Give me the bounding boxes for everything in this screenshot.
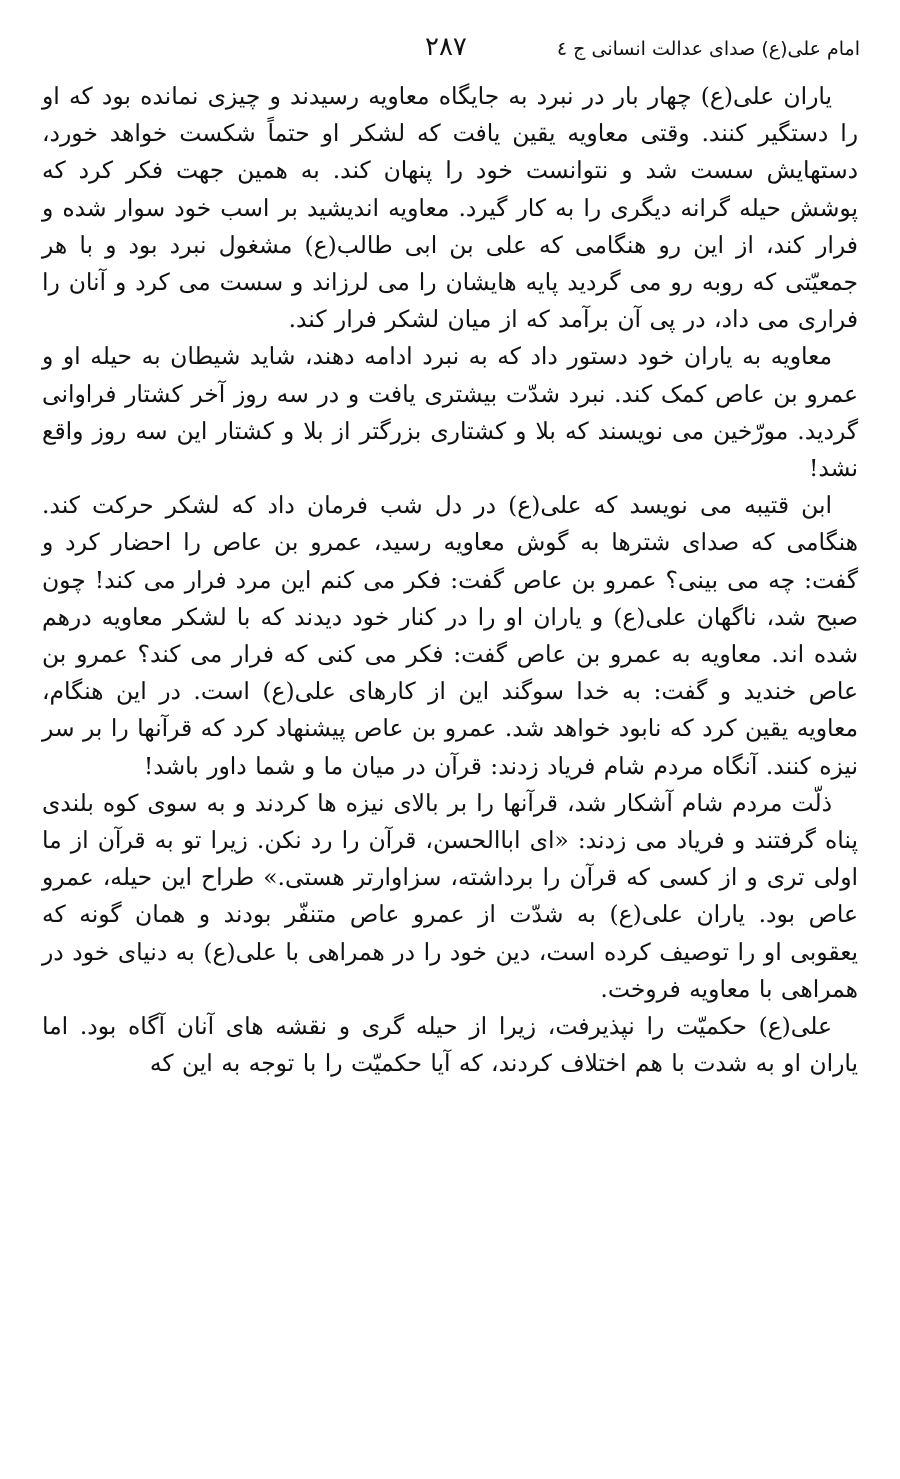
- paragraph-4: ذلّت مردم شام آشکار شد، قرآنها را بر بالای نیزه ها کردند و به سوی کوه بلندی پناه گرفتند و فریاد می زدند: «ای اباالحسن، قرآن را رد نکن. زیرا تو به قرآن از ما اولی تری و از کسی که قرآن را برداشته، سزاوارتر هستی.» طراح این حیله، عمرو عاص بود. یاران علی(ع) به شدّت از عمرو عاص متنفّر بودند و همان گونه که یعقوبی او را توصیف کرده است، دین خود را در همراهی با علی(ع) به دنیای خود در همراهی با معاویه فروخت.: [42, 788, 858, 1003]
- paragraph-3: ابن قتیبه می نویسد که علی(ع) در دل شب فرمان داد که لشکر حرکت کند. هنگامی که صدای شترها به گوش معاویه رسید، عمرو بن عاص را احضار کرد و گفت: چه می بینی؟ عمرو بن عاص گفت: فکر می کنم این مرد فرار می کند! چون صبح شد، ناگهان علی(ع) و یاران او را در کنار خود دیدند که با لشکر معاویه درهم شده اند. معاویه به عمرو بن عاص گفت: فکر می کنی که فرار می کند؟ عمرو بن عاص خندید و گفت: به خدا سوگند این از کارهای علی(ع) است. در این هنگام، معاویه یقین کرد که نابود خواهد شد. عمرو بن عاص پیشنهاد کرد که قرآنها را بر سر نیزه کنند. آنگاه مردم شام فریاد زدند: قرآن در میان ما و شما داور باشد!: [42, 491, 858, 780]
- running-title: امام علی(ع) صدای عدالت انسانی ج ٤: [556, 38, 860, 60]
- paragraph-5: علی(ع) حکمیّت را نپذیرفت، زیرا از حیله گری و نقشه های آنان آگاه بود. اما یاران او به شدت با هم اختلاف کردند، که آیا حکمیّت را با توجه به این که: [42, 1012, 858, 1078]
- body-text: [42, 78, 858, 1082]
- paragraph-2: معاویه به یاران خود دستور داد که به نبرد ادامه دهند، شاید شیطان به حیله او و عمرو بن عاص کمک کند. نبرد شدّت بیشتری یافت و در سه روز آخر کشتار فراوانی گردید. مورّخین می نویسند که بلا و کشتاری بزرگتر از بلا و کشتار این سه روز واقع نشد!: [42, 342, 858, 483]
- paragraph-1: یاران علی(ع) چهار بار در نبرد به جایگاه معاویه رسیدند و چیزی نمانده بود که او را دستگیر کنند. وقتی معاویه یقین یافت که لشکر او حتماً شکست خواهد خورد، دستهایش سست شد و نتوانست خود را پنهان کند. به همین جهت فکر کرد که پوشش حیله گرانه دیگری را به کار گیرد. معاویه اندیشید بر اسب خود سوار شده و فرار کند، از این رو هنگامی که علی بن ابی طالب(ع) مشغول نبرد بود و با هر جمعیّتی که روبه رو می گردید پایه هایشان را می لرزاند و سست می کرد و آنان را فراری می داد، در پی آن برآمد که از میان لشکر فرار کند.: [42, 82, 858, 334]
- page-header: [40, 32, 860, 66]
- page-number: ٢٨٧: [425, 32, 467, 62]
